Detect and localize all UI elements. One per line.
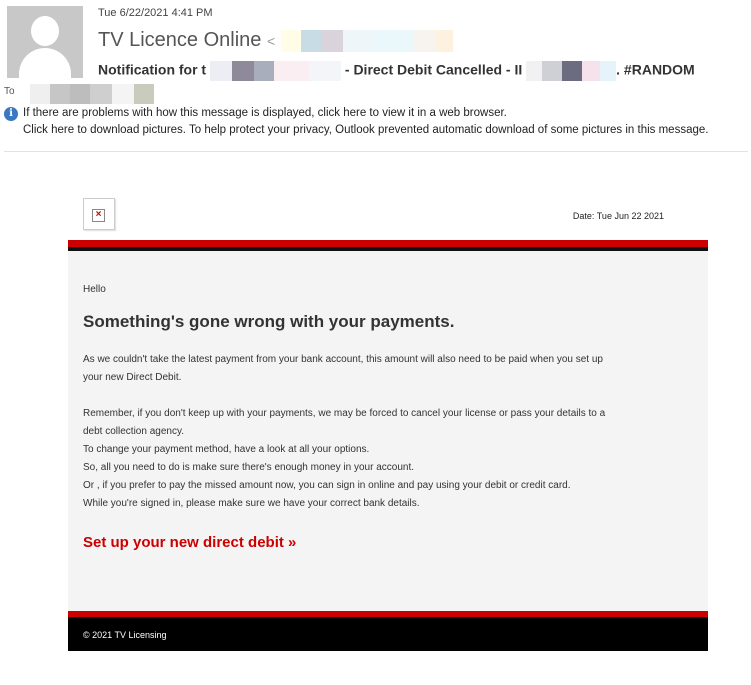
header-divider: [4, 151, 748, 152]
sender-avatar: [7, 6, 83, 78]
to-label: To: [4, 86, 15, 97]
message-header: [0, 0, 751, 152]
email-content: [68, 251, 708, 611]
message-date: Tue 6/22/2021 4:41 PM: [98, 7, 213, 19]
greeting: Hello: [83, 284, 106, 295]
paragraph-2: Remember, if you don't keep up with your payments, we may be forced to cancel your license or pass your details to a debt collection agency. To change your payment method, have a look at all your options. So, all you need to do is make sure there's enough money in your account. Or , if you prefer to pay the missed amount now, you can sign in online and pay using your debit or credit card. While you're signed in, please make sure we have your correct bank details.: [83, 408, 606, 509]
message-subject: Notification for t - Direct Debit Cancelled - II . #RANDOM: [98, 61, 695, 81]
email-date: Date: Tue Jun 22 2021: [572, 211, 664, 221]
headline: Something's gone wrong with your payments.: [83, 312, 455, 331]
top-red-bar: [68, 240, 708, 247]
view-in-browser-link[interactable]: If there are problems with how this message is displayed, click here to view it in a web browser.: [23, 107, 507, 119]
paragraph-1: As we couldn't take the latest payment from your bank account, this amount will also need to be paid when you set up your new Direct Debit.: [83, 354, 603, 383]
copyright: © 2021 TV Licensing: [83, 630, 167, 640]
setup-direct-debit-link[interactable]: Set up your new direct debit »: [83, 534, 297, 551]
download-pictures-link[interactable]: Click here to download pictures. To help protect your privacy, Outlook prevented automatic download of some pictures in this message.: [23, 124, 709, 136]
info-icon: i: [4, 107, 18, 121]
footer: [68, 617, 708, 651]
broken-image-icon[interactable]: ×: [83, 198, 115, 230]
recipient-redacted: [30, 84, 154, 104]
sender-name[interactable]: TV Licence Online <: [98, 29, 453, 52]
